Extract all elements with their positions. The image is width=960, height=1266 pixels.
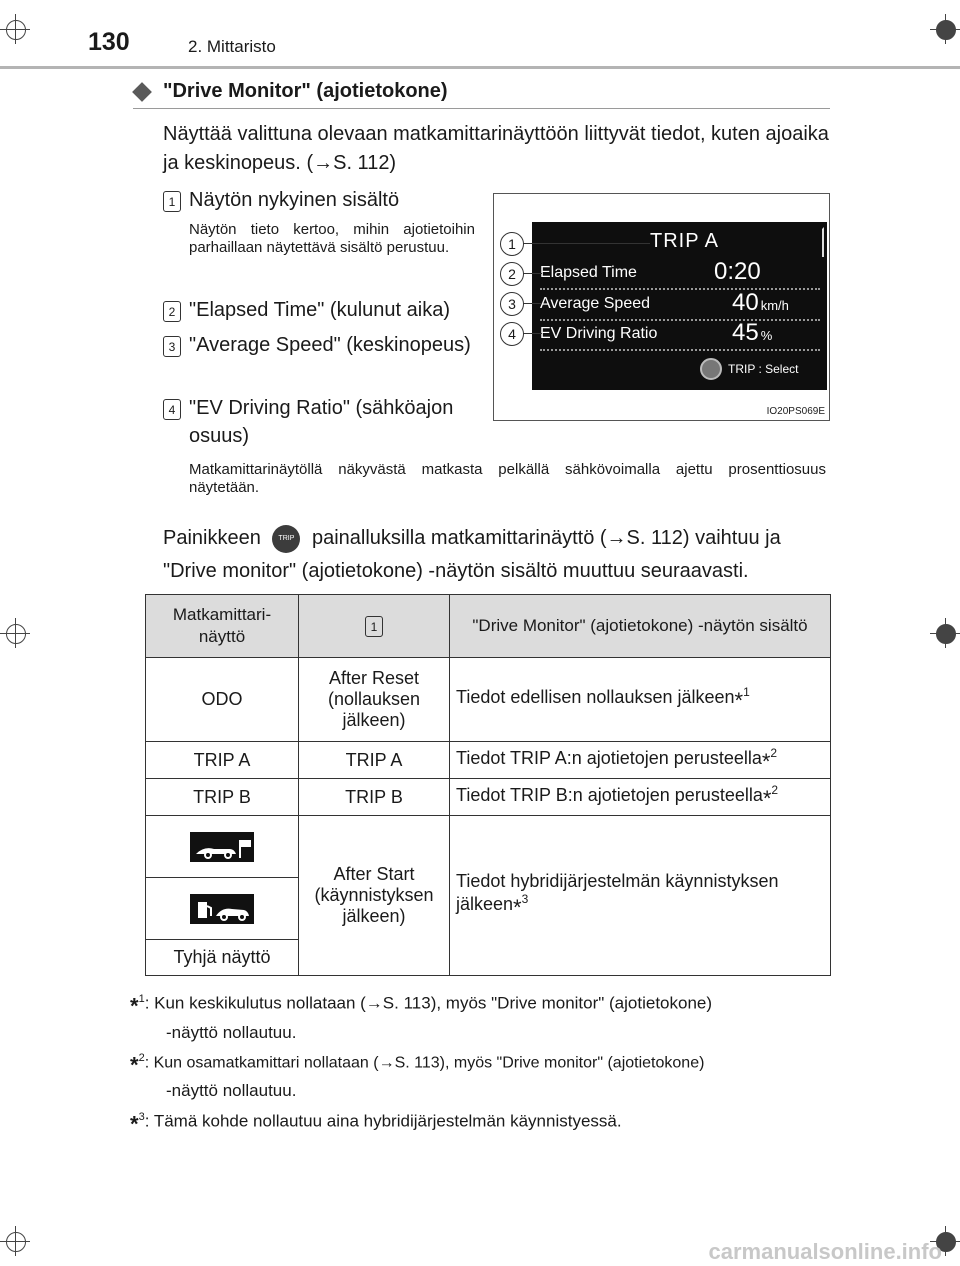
intro-text: Näyttää valittuna olevaan matkamittarinäyttöön liittyvät tiedot, kuten ajoaika ja keskinopeus. <box>163 123 829 174</box>
content-text: Tiedot hybridijärjestelmän käynnistyksen jälkeen <box>456 870 779 914</box>
display-speed-readout <box>732 289 789 317</box>
callout-line <box>522 303 542 304</box>
callout-4: 4 <box>500 322 524 346</box>
registration-mark-mid-right <box>930 618 960 648</box>
trip-button-paragraph <box>163 522 831 588</box>
callout-line <box>522 333 542 334</box>
registration-mark-mid-left <box>0 618 30 648</box>
header-item-1 <box>299 595 450 658</box>
registration-mark-top-left <box>0 14 30 44</box>
section-heading <box>133 80 448 103</box>
callout-2: 2 <box>500 262 524 286</box>
cell-content <box>450 658 831 742</box>
footnote-text: : Kun osamatkamittari nollataan (→S. 113), myös "Drive monitor" (ajotietokone) <box>144 1054 705 1072</box>
item-label: "EV Driving Ratio" (sähköajon osuus) <box>189 397 454 447</box>
content-text: Tiedot edellisen nollauksen jälkeen <box>456 687 735 707</box>
header-number-badge: 1 <box>365 616 383 637</box>
press-text-before: Painikkeen <box>163 527 261 549</box>
footnote-continuation: -näyttö nollautuu. <box>166 1022 297 1042</box>
press-text-after: painalluksilla matkamittarinäyttö (→S. 112) vaihtuu ja "Drive monitor" (ajotietokone) -näytön sisältö muuttuu seuraavasti. <box>163 527 781 582</box>
intro-paragraph <box>163 120 831 178</box>
footnote-ref: 3 <box>521 891 529 906</box>
row-divider <box>540 319 820 321</box>
fuel-icon-graphic <box>190 894 254 924</box>
cell-icon-distance <box>146 816 299 878</box>
item-label: "Elapsed Time" (kulunut aika) <box>189 299 450 321</box>
cell-display: TRIP B <box>146 779 299 816</box>
footnote-number: 1 <box>138 993 145 1005</box>
footnote-asterisk: * <box>762 785 772 811</box>
fuel-range-icon <box>190 894 254 924</box>
item-label: Näytön nykyinen sisältö <box>189 189 400 211</box>
callout-line <box>522 273 542 274</box>
drive-monitor-illustration <box>493 193 830 421</box>
item-number-badge: 1 <box>163 191 181 212</box>
registration-mark-bottom-left <box>0 1226 30 1256</box>
section-title: "Drive Monitor" (ajotietokone) <box>163 80 448 102</box>
display-speed-value: 40 <box>732 289 759 316</box>
display-speed-label: Average Speed <box>540 295 651 312</box>
footnote-text: : Tämä kohde nollautuu aina hybridijärjestelmän käynnistyessä. <box>144 1111 622 1131</box>
cell-display: TRIP A <box>146 742 299 779</box>
cell-item: After Reset (nollauksen jälkeen) <box>299 658 450 742</box>
display-trip-title: TRIP A <box>650 230 719 252</box>
item-number-badge: 4 <box>163 399 181 420</box>
display-speed-unit: km/h <box>760 298 789 313</box>
multi-info-display <box>532 222 827 390</box>
footnote-ref: 1 <box>743 685 750 699</box>
trip-select-text: TRIP : Select <box>728 362 799 376</box>
footnote-ref: 2 <box>770 745 778 760</box>
footnote-asterisk: * <box>513 894 522 920</box>
table-row <box>146 816 831 878</box>
row-divider <box>540 349 820 351</box>
table-header-row <box>146 595 831 658</box>
item-number-badge: 2 <box>163 301 181 322</box>
content-text: Tiedot TRIP A:n ajotietojen perusteella <box>456 747 762 768</box>
footnote-1 <box>130 986 830 1046</box>
footnote-2 <box>130 1045 830 1104</box>
cell-empty-display: Tyhjä näyttö <box>146 940 299 976</box>
trip-button-icon: TRIP <box>272 525 300 553</box>
illustration-code: IO20PS069E <box>766 406 825 417</box>
display-mapping-table <box>145 594 831 976</box>
footnote-number: 2 <box>138 1052 145 1064</box>
cell-after-start-content <box>450 816 831 976</box>
callout-3: 3 <box>500 292 524 316</box>
footnote-continuation: -näyttö nollautuu. <box>166 1081 297 1101</box>
cell-item: TRIP A <box>299 742 450 779</box>
cell-content <box>450 742 831 779</box>
footnote-ref: 2 <box>771 782 779 797</box>
registration-mark-top-right <box>930 14 960 44</box>
display-elapsed-label: Elapsed Time <box>540 264 637 281</box>
footnote-number: 3 <box>138 1111 145 1123</box>
header-divider <box>0 66 960 69</box>
callout-line <box>522 243 650 244</box>
cell-after-start: After Start (käynnistyksen jälkeen) <box>299 816 450 976</box>
display-elapsed-value: 0:20 <box>714 258 761 285</box>
footnote-asterisk: * <box>761 748 771 774</box>
cell-icon-fuel <box>146 878 299 940</box>
display-ev-label: EV Driving Ratio <box>540 325 658 342</box>
footnote-text: : Kun keskikulutus nollataan (→S. 113), myös "Drive monitor" (ajotietokone) <box>144 993 713 1013</box>
cell-content <box>450 779 831 816</box>
page-number: 130 <box>88 28 130 56</box>
intro-reference: (→S. 112) <box>306 152 397 174</box>
header-drive-monitor-content: "Drive Monitor" (ajotietokone) -näytön sisältö <box>450 595 831 658</box>
watermark: carmanualsonline.info <box>708 1239 942 1264</box>
footnote-asterisk: * <box>130 1111 139 1137</box>
trip-button-icon <box>700 358 722 380</box>
item-label: "Average Speed" (keskinopeus) <box>189 334 471 356</box>
distance-to-destination-icon <box>190 832 254 862</box>
trip-select-hint <box>700 358 818 380</box>
cell-item: TRIP B <box>299 779 450 816</box>
callout-1: 1 <box>500 232 524 256</box>
diamond-bullet-icon <box>132 82 152 102</box>
display-ev-readout <box>732 319 772 347</box>
header-odometer-display: Matkamittari-näyttö <box>146 595 299 658</box>
footnote-asterisk: * <box>130 993 139 1019</box>
display-ev-value: 45 <box>732 319 759 346</box>
table-row <box>146 779 831 816</box>
item-number-badge: 3 <box>163 336 181 357</box>
content-text: Tiedot TRIP B:n ajotietojen perusteella <box>456 784 763 805</box>
ev-ratio-note: Matkamittarinäytöllä näkyvästä matkasta pelkällä sähkövoimalla ajettu prosenttiosuus näytetään. <box>189 461 826 496</box>
footnote-asterisk: * <box>130 1052 139 1078</box>
table-row <box>146 742 831 779</box>
display-ev-unit: % <box>760 328 773 343</box>
table-row <box>146 658 831 742</box>
footnote-3 <box>130 1104 830 1138</box>
chapter-title: 2. Mittaristo <box>188 37 276 56</box>
item-1-description: Näytön tieto kertoo, mihin ajotietoihin parhaillaan näytettävä sisältö perustuu. <box>189 221 475 256</box>
distance-icon-graphic <box>190 832 254 862</box>
footnote-asterisk: * <box>734 688 744 713</box>
section-divider <box>133 108 830 109</box>
cell-display: ODO <box>146 658 299 742</box>
